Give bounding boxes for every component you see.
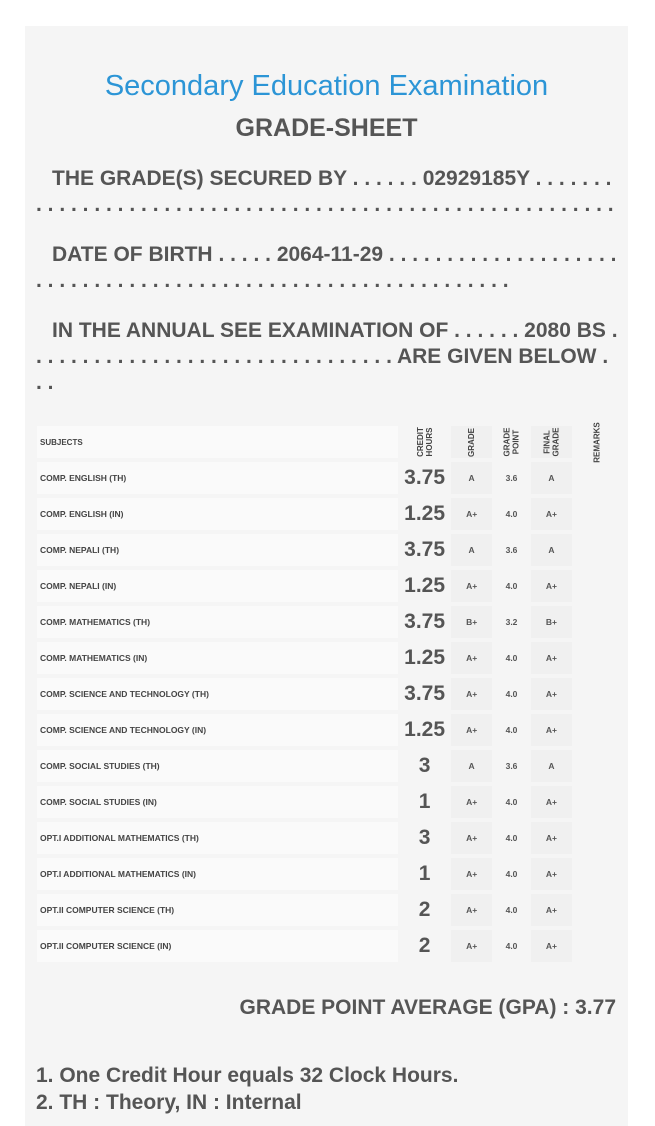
grade-point-cell: 4.0 (505, 941, 518, 951)
final-grade-cell: A+ (531, 498, 572, 530)
exam-line (36, 318, 618, 396)
table-row (37, 606, 623, 638)
grade-point-cell: 4.0 (505, 905, 518, 915)
subject-cell: COMP. MATHEMATICS (IN) (37, 642, 398, 674)
table-header-row (37, 426, 623, 458)
given-below-label: ARE GIVEN BELOW (396, 345, 597, 368)
table-row (37, 678, 623, 710)
credit-hours-cell: 1.25 (404, 646, 446, 669)
final-grade-cell: A+ (531, 858, 572, 890)
grade-cell: A+ (451, 786, 492, 818)
grades-table-body (37, 462, 623, 962)
grade-cell: A (451, 534, 492, 566)
subject-cell: COMP. SCIENCE AND TECHNOLOGY (TH) (37, 678, 398, 710)
credit-hours-cell: 1 (418, 862, 431, 885)
final-grade-cell: A+ (531, 570, 572, 602)
grade-cell: A+ (451, 570, 492, 602)
credit-hours-cell: 3 (418, 754, 431, 777)
subject-cell: COMP. NEPALI (TH) (37, 534, 398, 566)
final-grade-cell: A+ (531, 894, 572, 926)
header-final-grade (531, 426, 572, 458)
grade-cell: B+ (451, 606, 492, 638)
grade-cell: A+ (451, 858, 492, 890)
grade-cell: A+ (451, 498, 492, 530)
grade-point-cell: 4.0 (505, 833, 518, 843)
table-row (37, 642, 623, 674)
final-grade-cell: A+ (531, 786, 572, 818)
table-row (37, 786, 623, 818)
subject-cell: COMP. NEPALI (IN) (37, 570, 398, 602)
exam-lead-dots: . . . . . . (454, 319, 519, 342)
subject-cell: COMP. SOCIAL STUDIES (IN) (37, 786, 398, 818)
note-item: 1. One Credit Hour equals 32 Clock Hours. (36, 1064, 459, 1087)
remarks-cell (572, 642, 623, 674)
credit-hours-cell: 1.25 (404, 574, 446, 597)
grade-cell: A (451, 462, 492, 494)
remarks-cell (572, 570, 623, 602)
grade-cell: A+ (451, 678, 492, 710)
grade-cell: A+ (451, 822, 492, 854)
remarks-cell (572, 894, 623, 926)
grade-point-cell: 4.0 (505, 725, 518, 735)
grade-sheet-heading: GRADE-SHEET (235, 114, 418, 142)
table-row (37, 534, 623, 566)
remarks-cell (572, 930, 623, 962)
remarks-cell (572, 750, 623, 782)
credit-hours-cell: 3 (418, 826, 431, 849)
subject-cell: OPT.I ADDITIONAL MATHEMATICS (TH) (37, 822, 398, 854)
remarks-cell (572, 714, 623, 746)
grade-cell: A+ (451, 930, 492, 962)
grade-point-cell: 3.6 (505, 761, 518, 771)
remarks-cell (572, 498, 623, 530)
secured-by-label: THE GRADE(S) SECURED BY (52, 167, 347, 190)
dob-label: DATE OF BIRTH (52, 243, 213, 266)
grade-point-cell: 4.0 (505, 797, 518, 807)
credit-hours-cell: 2 (418, 934, 431, 957)
subject-cell: OPT.II COMPUTER SCIENCE (TH) (37, 894, 398, 926)
subject-cell: COMP. SOCIAL STUDIES (TH) (37, 750, 398, 782)
dob-trail-dots: . . . . . . . . . . . . . . . . . . . . . . . . . . . . . . . . . . . . . . . . . . . . . . . . . . . . . . . . . . . . . (36, 243, 617, 292)
grade-point-cell: 4.0 (505, 869, 518, 879)
header-credit-hours (398, 426, 451, 458)
dob-lead-dots: . . . . . (218, 243, 271, 266)
final-grade-cell: A+ (531, 678, 572, 710)
credit-hours-cell: 1 (418, 790, 431, 813)
remarks-cell (572, 606, 623, 638)
remarks-cell (572, 678, 623, 710)
grade-sheet-card (25, 26, 628, 1126)
exam-mid-dots: . . . . . . . . . . . . . . . . . . . . . . . . . . . . . . . . (36, 319, 618, 368)
header-grade-text: GRADE (467, 427, 477, 457)
grade-cell: A+ (451, 894, 492, 926)
credit-hours-cell: 2 (418, 898, 431, 921)
subject-cell: COMP. MATHEMATICS (TH) (37, 606, 398, 638)
credit-hours-cell: 1.25 (404, 502, 446, 525)
credit-hours-cell: 3.75 (404, 610, 446, 633)
grade-point-cell: 4.0 (505, 581, 518, 591)
header-remarks (572, 421, 623, 463)
grade-point-cell: 4.0 (505, 653, 518, 663)
grade-point-cell: 3.6 (505, 545, 518, 555)
remarks-cell (572, 786, 623, 818)
table-row (37, 462, 623, 494)
header-final-grade-text: FINAL GRADE (542, 427, 561, 457)
credit-hours-cell: 3.75 (404, 538, 446, 561)
subject-cell: COMP. ENGLISH (TH) (37, 462, 398, 494)
final-grade-cell: A (531, 462, 572, 494)
dob-line (36, 242, 618, 294)
subject-cell: COMP. ENGLISH (IN) (37, 498, 398, 530)
table-row (37, 858, 623, 890)
final-grade-cell: A+ (531, 930, 572, 962)
final-grade-cell: A+ (531, 642, 572, 674)
header-grade-point-text: GRADE POINT (502, 427, 521, 457)
grade-cell: A (451, 750, 492, 782)
subject-cell: OPT.I ADDITIONAL MATHEMATICS (IN) (37, 858, 398, 890)
secured-by-lead-dots: . . . . . . (352, 167, 417, 190)
secured-by-trail-dots: . . . . . . . . . . . . . . . . . . . . . . . . . . . . . . . . . . . . . . . . . . . . . . . . . . . . . . . . . (36, 167, 614, 216)
credit-hours-cell: 1.25 (404, 718, 446, 741)
remarks-cell (572, 858, 623, 890)
grade-cell: A+ (451, 642, 492, 674)
exam-trail-dots: . . . (36, 345, 609, 394)
final-grade-cell: A+ (531, 714, 572, 746)
note-item: 2. TH : Theory, IN : Internal (36, 1091, 302, 1114)
exam-title: Secondary Education Examination (104, 70, 549, 102)
table-row (37, 714, 623, 746)
header-subjects: SUBJECTS (37, 426, 398, 458)
header-grade-point (492, 426, 531, 458)
header-credit-hours-text: CREDIT HOURS (415, 427, 434, 457)
grades-table (37, 422, 623, 966)
table-row (37, 894, 623, 926)
subject-cell: COMP. SCIENCE AND TECHNOLOGY (IN) (37, 714, 398, 746)
final-grade-cell: A (531, 750, 572, 782)
final-grade-cell: A (531, 534, 572, 566)
credit-hours-cell: 3.75 (404, 466, 446, 489)
table-row (37, 822, 623, 854)
notes (36, 1062, 458, 1116)
final-grade-cell: B+ (531, 606, 572, 638)
dob-value: 2064-11-29 (276, 243, 384, 266)
grade-point-cell: 4.0 (505, 509, 518, 519)
final-grade-cell: A+ (531, 822, 572, 854)
gpa-summary: GRADE POINT AVERAGE (GPA) : 3.77 (239, 996, 616, 1019)
grade-point-cell: 3.6 (505, 473, 518, 483)
table-row (37, 930, 623, 962)
grade-point-cell: 4.0 (505, 689, 518, 699)
grade-cell: A+ (451, 714, 492, 746)
remarks-cell (572, 462, 623, 494)
grade-point-cell: 3.2 (505, 617, 518, 627)
remarks-cell (572, 534, 623, 566)
symbol-number: 02929185Y (422, 167, 530, 190)
secured-by-line (36, 166, 618, 218)
subject-cell: OPT.II COMPUTER SCIENCE (IN) (37, 930, 398, 962)
header-grade (451, 426, 492, 458)
exam-label: IN THE ANNUAL SEE EXAMINATION OF (52, 319, 449, 342)
table-row (37, 498, 623, 530)
remarks-cell (572, 822, 623, 854)
table-row (37, 750, 623, 782)
table-row (37, 570, 623, 602)
credit-hours-cell: 3.75 (404, 682, 446, 705)
header-remarks-text: REMARKS (592, 421, 602, 463)
exam-year: 2080 BS (524, 319, 606, 342)
